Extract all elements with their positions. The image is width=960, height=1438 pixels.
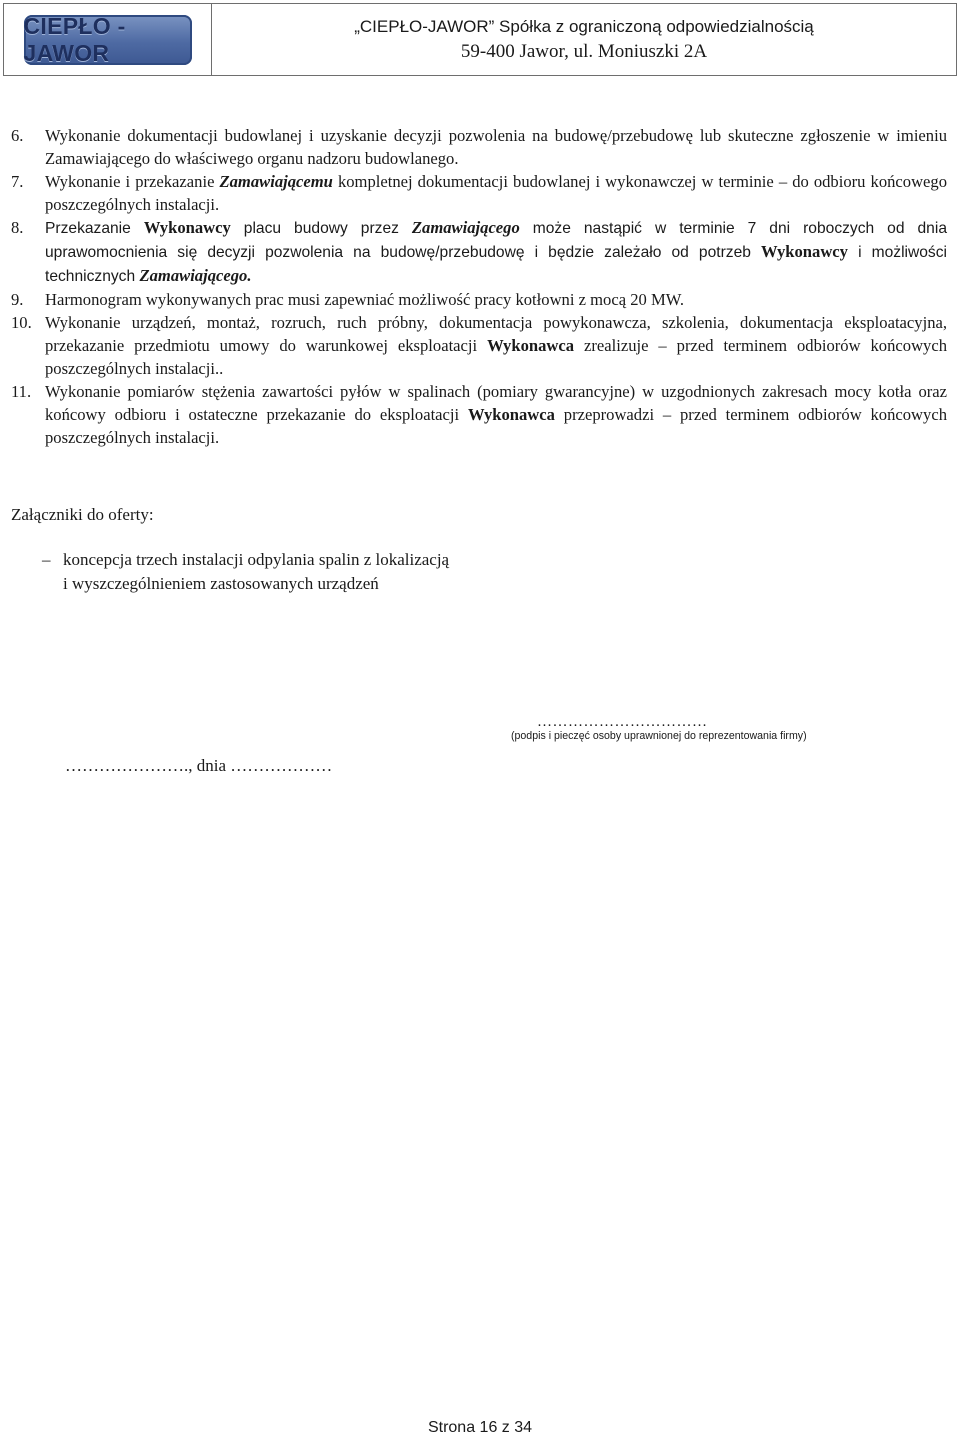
item-text: Harmonogram wykonywanych prac musi zapewniać możliwość pracy kotłowni z mocą 20 MW.: [45, 290, 684, 309]
item-bold: Wykonawca: [487, 336, 575, 355]
attachment-line: koncepcja trzech instalacji odpylania spalin z lokalizacją: [63, 550, 450, 569]
item-bold: Wykonawca: [467, 405, 555, 424]
item-emphasis: Zamawiającemu: [219, 172, 333, 191]
attachments-list: [42, 548, 562, 596]
page-number: Strona 16 z 34: [427, 1419, 533, 1436]
item-text: Wykonanie i przekazanie: [45, 172, 220, 191]
company-name: „CIEPŁO-JAWOR” Spółka z ograniczoną odpowiedzialnością: [354, 16, 814, 36]
item-text: zrealizuje – przed terminem odbiorów końcowych poszczególnych instalacji..: [45, 336, 948, 378]
list-item: [11, 288, 947, 311]
date-line: …………………., dnia ………………: [65, 756, 333, 775]
item-emphasis: Zamawiającego.: [139, 266, 252, 285]
item-number: 11.: [11, 382, 32, 401]
company-logo: [23, 12, 192, 66]
item-text: Wykonanie urządzeń, montaż, rozruch, ruch próbny, dokumentacja powykonawcza, szkolenia, dokumentacja eksploatacyjna, przekazanie przedmiotu umowy do warunkowej eksploatacji: [45, 313, 947, 355]
attachments-title: Załączniki do oferty:: [11, 505, 154, 524]
attachment-line: i wyszczególnieniem zastosowanych urządzeń: [63, 574, 379, 593]
item-bold: Wykonawcy: [143, 218, 231, 237]
attachment-item: [42, 548, 562, 596]
document-header: [3, 3, 957, 76]
list-item: [11, 380, 947, 449]
logo-cell: [4, 4, 212, 75]
item-bold: Wykonawcy: [761, 242, 848, 261]
list-item: [11, 311, 947, 380]
list-item: [11, 124, 947, 170]
dash-bullet: –: [42, 550, 51, 569]
item-text: przeprowadzi – przed terminem odbiorów końcowych poszczególnych instalacji.: [45, 405, 947, 447]
item-text: Wykonanie pomiarów stężenia zawartości pyłów w spalinach (pomiary gwarancyjne) w uzgodnionych zakresach mocy kotła oraz końcowy odbioru i ostateczne przekazanie do eksploatacji: [45, 382, 947, 424]
item-emphasis: Zamawiającego: [411, 218, 520, 237]
item-number: 9.: [11, 290, 24, 309]
item-text: placu budowy przez: [230, 220, 412, 237]
company-address: 59-400 Jawor, ul. Moniuszki 2A: [460, 40, 708, 62]
item-text: i możliwości technicznych: [45, 244, 947, 285]
requirements-list: [11, 124, 947, 449]
signature-line: ……………………………: [537, 714, 708, 730]
item-text: Przekazanie: [45, 220, 144, 237]
logo-text: CIEPŁO - JAWOR: [23, 12, 126, 66]
list-item: [11, 170, 947, 216]
company-info: [212, 4, 956, 75]
item-text: Wykonanie dokumentacji budowlanej i uzyskanie decyzji pozwolenia na budowę/przebudowę lub skuteczne zgłoszenie w imieniu Zamawiającego do właściwego organu nadzoru budowlanego.: [45, 126, 947, 168]
list-item: [11, 216, 947, 288]
item-number: 7.: [11, 172, 24, 191]
item-number: 6.: [11, 126, 24, 145]
item-number: 8.: [11, 218, 24, 237]
item-text: może nastąpić w terminie 7 dni roboczych od dnia uprawomocnienia się decyzji pozwolenia na budowę/przebudowę i będzie zależało od potrzeb: [45, 220, 947, 261]
item-text: kompletnej dokumentacji budowlanej i wykonawczej w terminie – do odbioru końcowego poszczególnych instalacji.: [45, 172, 948, 214]
signature-caption: (podpis i pieczęć osoby uprawnionej do reprezentowania firmy): [511, 730, 807, 742]
item-number: 10.: [11, 313, 32, 332]
